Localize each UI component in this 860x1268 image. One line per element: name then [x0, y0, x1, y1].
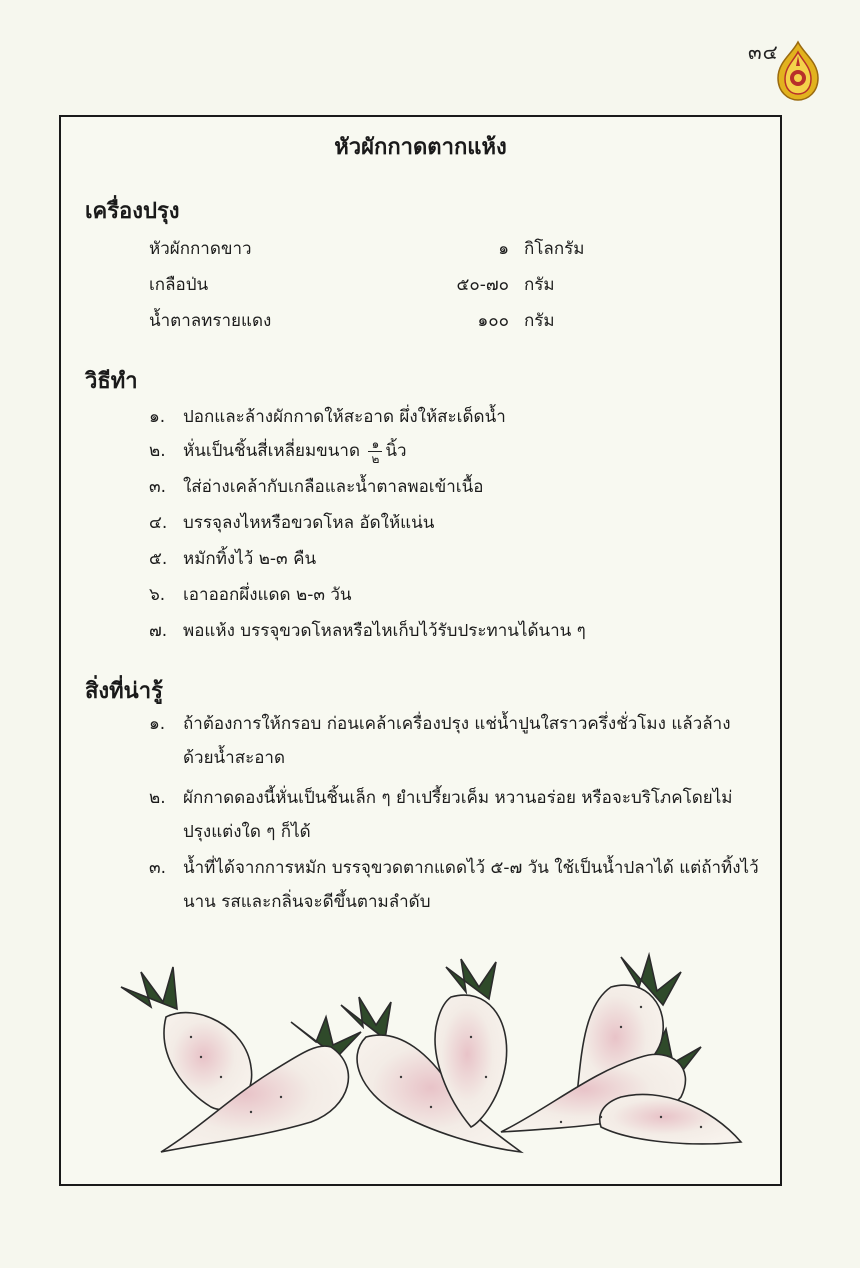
note-number: ๑. [149, 714, 166, 734]
method-step [149, 473, 749, 500]
ingredient-row [149, 307, 669, 337]
note-number: ๓. [149, 858, 167, 878]
ingredient-unit: กรัม [524, 275, 555, 295]
note-text: น้ำที่ได้จากการหมัก บรรจุขวดตากแดดไว้ ๕-๗ วัน ใช้เป็นน้ำปลาได้ แต่ถ้าทิ้งไว้นาน รสและกลิ่นจะดีขึ้นตามลำดับ [183, 858, 759, 912]
step-text: เอาออกผึ่งแดด ๒-๓ วัน [183, 585, 352, 605]
recipe-frame [59, 115, 782, 1186]
note-item [149, 707, 759, 775]
method-step [149, 545, 749, 572]
method-step [149, 617, 749, 644]
method-heading: วิธีทำ [85, 369, 138, 394]
step-text: พอแห้ง บรรจุขวดโหลหรือไหเก็บไว้รับประทานได้นาน ๆ [183, 621, 586, 641]
ingredient-name: หัวผักกาดขาว [149, 239, 252, 259]
step-text-unit: นิ้ว [385, 441, 407, 461]
method-step [149, 403, 749, 430]
step-number: ๔. [149, 513, 168, 533]
method-step [149, 509, 749, 536]
ingredient-row [149, 235, 669, 265]
fraction-denominator: ๒ [371, 451, 380, 466]
ingredient-row [149, 271, 669, 301]
note-number: ๒. [149, 788, 166, 808]
fraction [368, 438, 382, 465]
radish-illustration [101, 947, 761, 1177]
ingredient-qty: ๕๐-๗๐ [456, 275, 509, 295]
note-item [149, 851, 759, 919]
step-text: ใส่อ่างเคล้ากับเกลือและน้ำตาลพอเข้าเนื้อ [183, 477, 484, 497]
ingredient-name: น้ำตาลทรายแดง [149, 311, 272, 331]
note-item [149, 781, 759, 849]
ingredient-unit: กรัม [524, 311, 555, 331]
ingredient-qty: ๑๐๐ [477, 311, 509, 331]
method-step [149, 437, 749, 465]
step-number: ๕. [149, 549, 168, 569]
note-text: ถ้าต้องการให้กรอบ ก่อนเคล้าเครื่องปรุง แช่น้ำปูนใสราวครึ่งชั่วโมง แล้วล้างด้วยน้ำสะอาด [183, 714, 731, 768]
step-number: ๑. [149, 407, 166, 427]
step-number: ๗. [149, 621, 168, 641]
step-number: ๖. [149, 585, 166, 605]
royal-emblem-icon [774, 40, 822, 102]
ingredient-name: เกลือป่น [149, 275, 209, 295]
step-number: ๒. [149, 441, 166, 461]
note-text: ผักกาดดองนี้หั่นเป็นชิ้นเล็ก ๆ ยำเปรี้ยวเค็ม หวานอร่อย หรือจะบริโภคโดยไม่ปรุงแต่งใด ๆ ก็ได้ [183, 788, 733, 842]
step-text: หมักทิ้งไว้ ๒-๓ คืน [183, 549, 317, 569]
step-text: ปอกและล้างผักกาดให้สะอาด ผึ่งให้สะเด็ดน้ำ [183, 407, 506, 427]
method-step [149, 581, 749, 608]
page-number: ๓๔ [748, 40, 779, 64]
notes-heading: สิ่งที่น่ารู้ [85, 679, 163, 704]
step-text: บรรจุลงไหหรือขวดโหล อัดให้แน่น [183, 513, 435, 533]
step-text: หั่นเป็นชิ้นสี่เหลี่ยมขนาด [183, 441, 361, 461]
fraction-numerator: ๑ [371, 436, 380, 451]
ingredients-heading: เครื่องปรุง [85, 199, 180, 224]
recipe-title: หัวผักกาดตากแห้ง [334, 135, 507, 160]
step-number: ๓. [149, 477, 167, 497]
ingredient-qty: ๑ [498, 239, 509, 259]
ingredient-unit: กิโลกรัม [524, 239, 585, 259]
